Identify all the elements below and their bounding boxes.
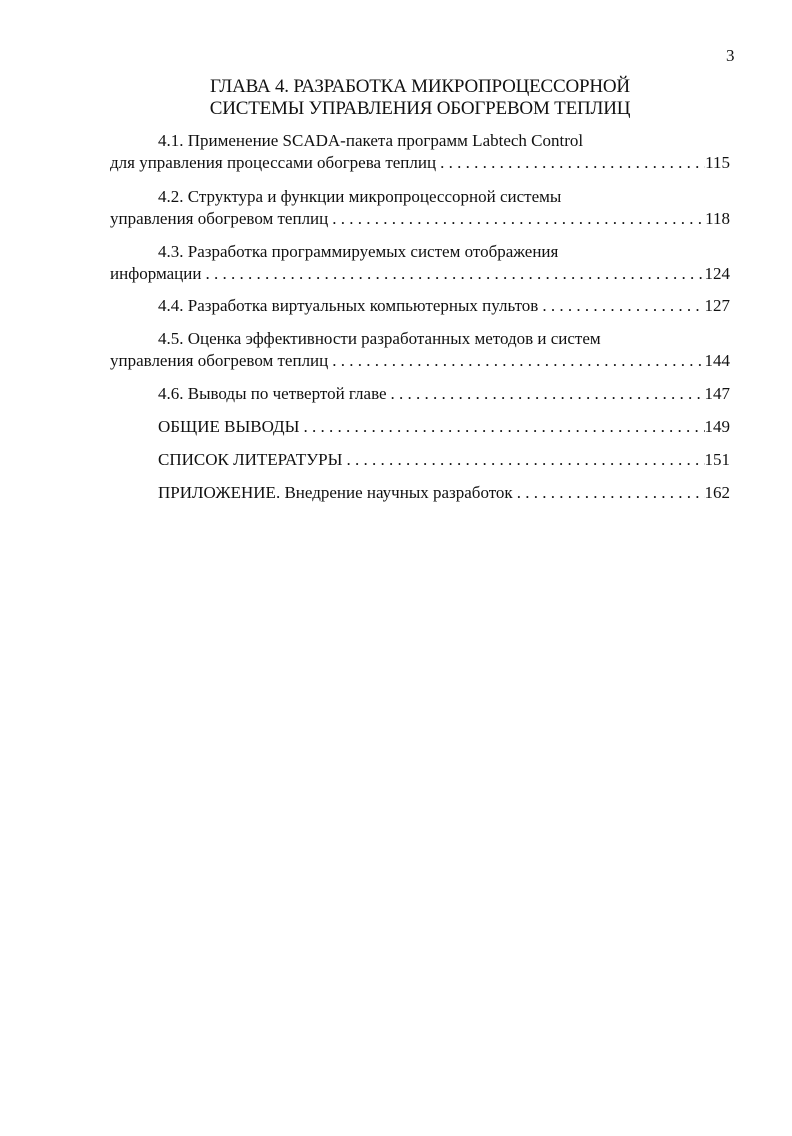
toc-entry-title: 4.6. Выводы по четвертой главе [158,384,387,403]
toc-entry-page: 127 [704,296,730,315]
dot-leader [538,295,704,317]
toc-entry-page: 149 [704,417,730,436]
toc-entry-title-continued [110,350,730,372]
toc-entry-appendix [110,482,730,504]
toc-entry-page: 124 [704,264,730,283]
toc-entry-title: 4.1. Применение SCADA-пакета программ Labtech Control [158,131,584,150]
dot-leader [387,383,705,405]
dot-leader [436,152,705,174]
toc-entry-title: 4.3. Разработка программируемых систем отображения [158,242,559,261]
dot-leader [513,482,705,504]
toc-entry-page: 162 [704,483,730,502]
toc-entry-title-line-2: информации [110,264,202,283]
chapter-title-line-1: ГЛАВА 4. РАЗРАБОТКА МИКРОПРОЦЕССОРНОЙ [210,76,630,97]
toc-entry-title-line-2: для управления процессами обогрева теплиц [110,153,437,172]
toc-entry-line [110,383,730,405]
toc-entry-title-continued [110,152,730,174]
toc-entry-4-3 [110,241,730,285]
page-number: 3 [726,46,735,65]
dot-leader [328,208,705,230]
toc-entry-4-1 [110,130,730,174]
toc-entry-title-line-2: управления обогревом теплиц [110,209,329,228]
toc-entry-line [110,482,730,504]
toc-entry-4-2 [110,186,730,230]
toc-entry-line [110,295,730,317]
toc-entry-page: 151 [704,450,730,469]
toc-entry-4-6 [110,383,730,405]
toc-entry-title-continued [110,263,730,285]
toc-entry-title: ПРИЛОЖЕНИЕ. Внедрение научных разработок [158,483,513,502]
toc-entry-title: 4.4. Разработка виртуальных компьютерных пультов [158,296,539,315]
dot-leader [342,449,704,471]
toc-entry-title: 4.5. Оценка эффективности разработанных методов и систем [158,329,601,348]
toc-entry-page: 115 [705,153,730,172]
dot-leader [299,416,704,438]
toc-entry-4-4 [110,295,730,317]
toc-entry-page: 118 [705,209,730,228]
toc-entry-4-5 [110,328,730,372]
toc-entry-title: СПИСОК ЛИТЕРАТУРЫ [158,450,343,469]
toc-entry-title: 4.2. Структура и функции микропроцессорной системы [158,187,562,206]
toc-entry-page: 147 [704,384,730,403]
chapter-title [110,76,730,120]
toc-entry-references [110,449,730,471]
toc-entry-line [110,416,730,438]
toc-entry-line [110,449,730,471]
toc-entry-title-line-2: управления обогревом теплиц [110,351,329,370]
toc-entry-conclusions [110,416,730,438]
dot-leader [201,263,704,285]
toc-entry-page: 144 [704,351,730,370]
dot-leader [328,350,704,372]
chapter-title-line-2: СИСТЕМЫ УПРАВЛЕНИЯ ОБОГРЕВОМ ТЕПЛИЦ [209,98,631,119]
toc-entry-title-continued [110,208,730,230]
toc-entry-title: ОБЩИЕ ВЫВОДЫ [158,417,300,436]
